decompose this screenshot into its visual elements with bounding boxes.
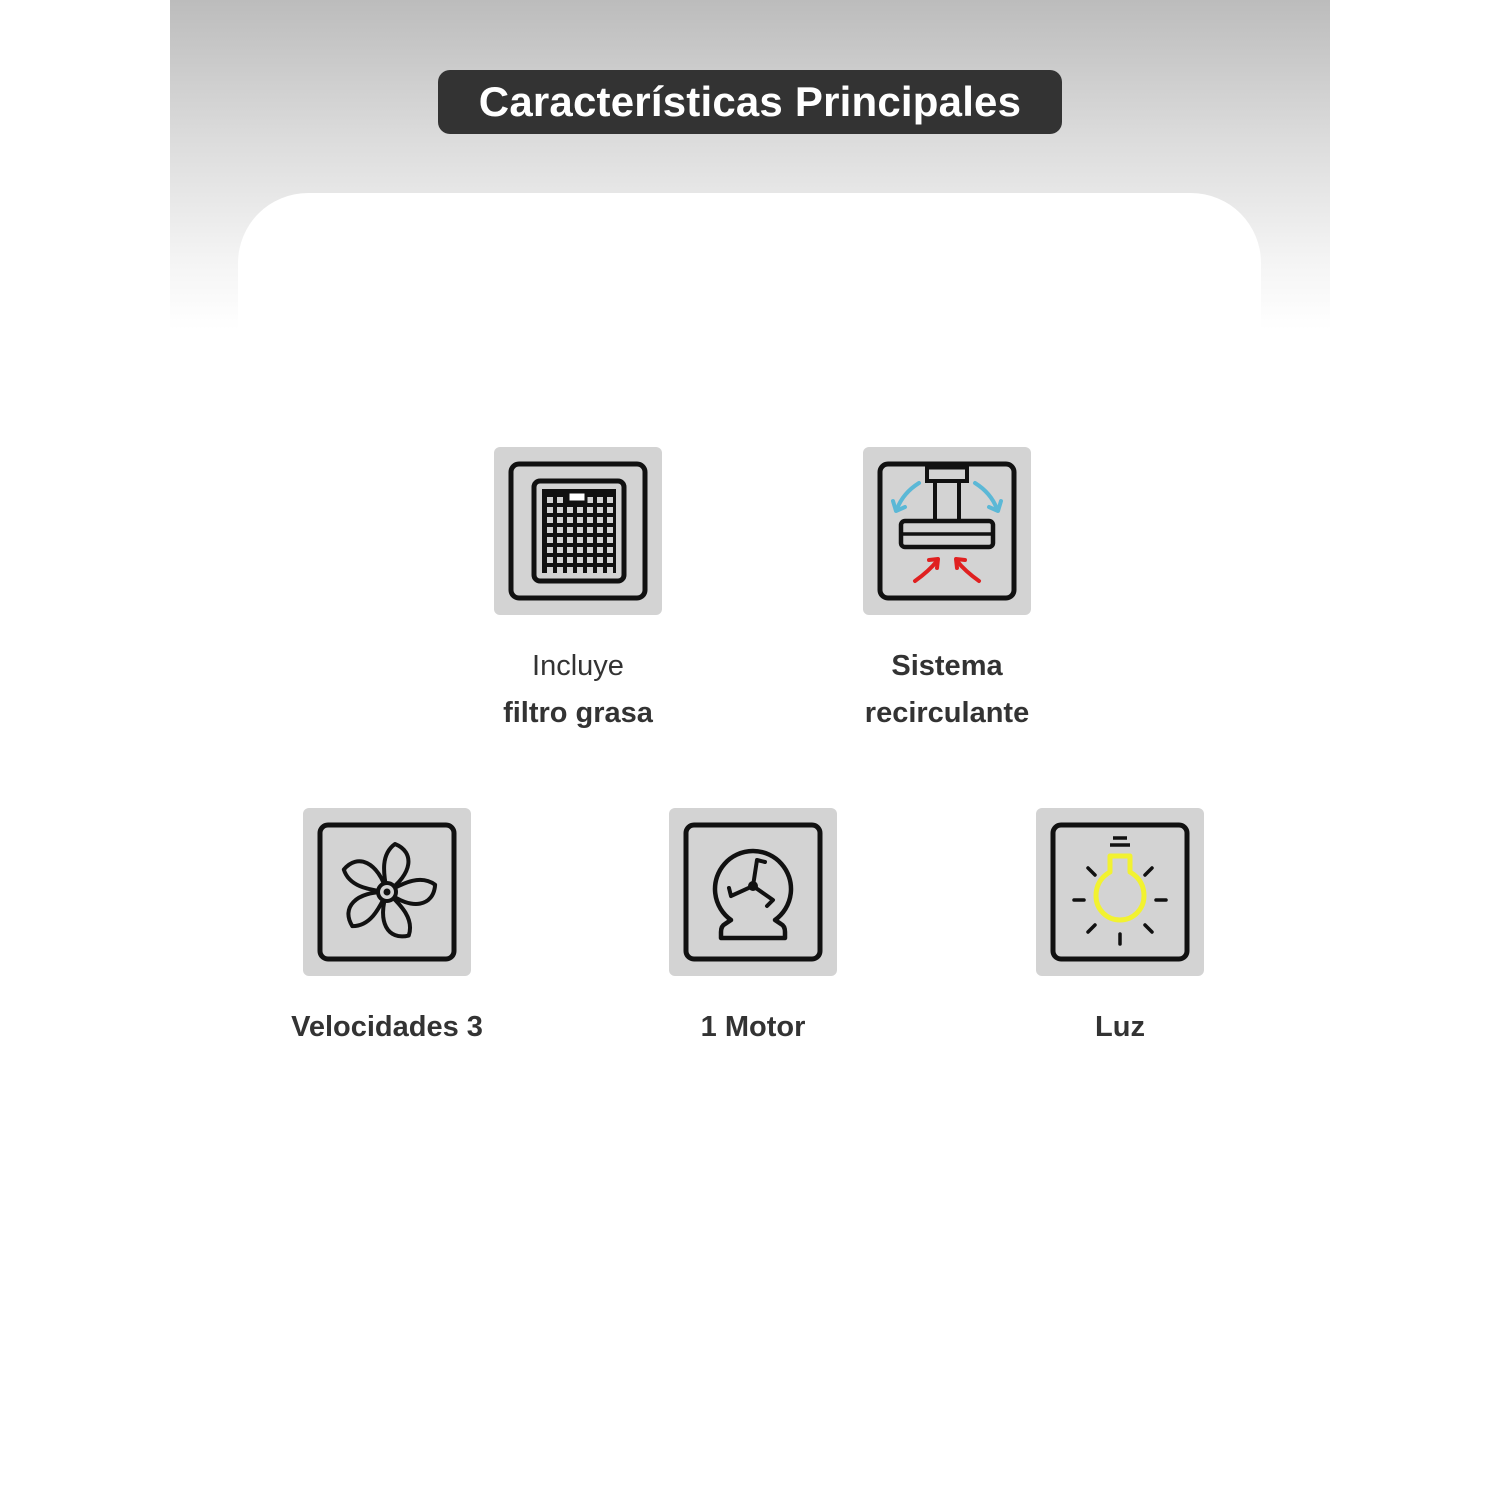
page-title: Características Principales [478, 78, 1022, 125]
fan-icon [303, 808, 471, 976]
feature-label-line1: 1 Motor [700, 1011, 806, 1043]
feature-label-line1: Luz [1095, 1011, 1145, 1043]
feature-tile [303, 808, 471, 976]
feature-label-line1: Velocidades 3 [291, 1011, 483, 1043]
title-banner [438, 70, 1062, 134]
feature-light [990, 808, 1250, 1051]
light-bulb-icon [1036, 808, 1204, 976]
feature-label [623, 1004, 883, 1051]
motor-icon [669, 808, 837, 976]
feature-label-line1: Incluye [532, 650, 624, 682]
feature-label [990, 1004, 1250, 1051]
recirculating-hood-icon [863, 447, 1031, 615]
feature-label [448, 643, 708, 737]
feature-label-line2: filtro grasa [503, 697, 653, 729]
feature-tile [863, 447, 1031, 615]
feature-label-line2: recirculante [864, 697, 1030, 729]
feature-tile [1036, 808, 1204, 976]
feature-label [257, 1004, 517, 1051]
grease-filter-icon [494, 447, 662, 615]
feature-label [817, 643, 1077, 737]
feature-motor [623, 808, 883, 1051]
feature-grease-filter [448, 447, 708, 737]
feature-tile [669, 808, 837, 976]
feature-speeds [257, 808, 517, 1051]
feature-label-line1: Sistema [891, 650, 1003, 682]
feature-recirculating-system [817, 447, 1077, 737]
feature-tile [494, 447, 662, 615]
